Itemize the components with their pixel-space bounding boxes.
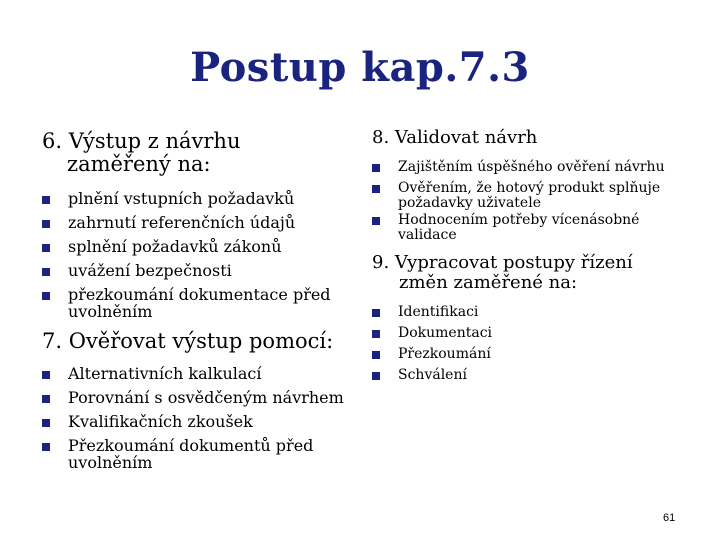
- list-item: Alternativních kalkulací: [42, 365, 362, 382]
- section-8-list: [372, 160, 702, 243]
- list-item: přezkoumání dokumentace před uvolněním: [42, 286, 338, 320]
- square-bullet-icon: [42, 419, 50, 427]
- section-9-heading-line1: 9. Vypracovat postupy řízení: [372, 252, 633, 273]
- list-item: Přezkoumání dokumentů před uvolněním: [42, 437, 338, 471]
- right-column: [372, 128, 702, 388]
- section-6-heading-line1: 6. Výstup z návrhu: [42, 129, 241, 153]
- list-item: Identifikaci: [372, 305, 702, 320]
- section-8-heading: 8. Validovat návrh: [372, 127, 538, 148]
- page-number: 61: [663, 512, 676, 524]
- section-6-heading: [42, 130, 362, 176]
- section-7-heading: 7. Ověřovat výstup pomocí:: [42, 329, 334, 353]
- square-bullet-icon: [42, 268, 50, 276]
- square-bullet-icon: [372, 164, 380, 172]
- list-item: Dokumentaci: [372, 326, 702, 341]
- square-bullet-icon: [42, 196, 50, 204]
- square-bullet-icon: [42, 395, 50, 403]
- square-bullet-icon: [42, 443, 50, 451]
- section-6-list: [42, 190, 362, 320]
- list-item: uvážení bezpečnosti: [42, 262, 362, 279]
- square-bullet-icon: [372, 309, 380, 317]
- section-7-list: [42, 365, 362, 471]
- section-9-heading: [372, 253, 702, 293]
- square-bullet-icon: [42, 244, 50, 252]
- square-bullet-icon: [42, 292, 50, 300]
- square-bullet-icon: [42, 371, 50, 379]
- section-9-heading-line2: změn zaměřené na:: [399, 272, 578, 293]
- square-bullet-icon: [372, 330, 380, 338]
- square-bullet-icon: [372, 217, 380, 225]
- square-bullet-icon: [42, 220, 50, 228]
- list-item: Ověřením, že hotový produkt splňuje požadavky uživatele: [372, 181, 698, 211]
- square-bullet-icon: [372, 185, 380, 193]
- list-item: Schválení: [372, 368, 702, 383]
- section-9-list: [372, 305, 702, 383]
- list-item: splnění požadavků zákonů: [42, 238, 362, 255]
- list-item: Zajištěním úspěšného ověření návrhu: [372, 160, 702, 175]
- list-item: Porovnání s osvědčeným návrhem: [42, 389, 362, 406]
- left-column: [42, 130, 362, 478]
- list-item: plnění vstupních požadavků: [42, 190, 362, 207]
- list-item: Přezkoumání: [372, 347, 702, 362]
- list-item: Hodnocením potřeby vícenásobné validace: [372, 213, 678, 243]
- square-bullet-icon: [372, 351, 380, 359]
- square-bullet-icon: [372, 372, 380, 380]
- list-item: zahrnutí referenčních údajů: [42, 214, 362, 231]
- slide-title: Postup kap.7.3: [190, 44, 530, 91]
- list-item: Kvalifikačních zkoušek: [42, 413, 362, 430]
- section-6-heading-line2: zaměřený na:: [67, 152, 211, 176]
